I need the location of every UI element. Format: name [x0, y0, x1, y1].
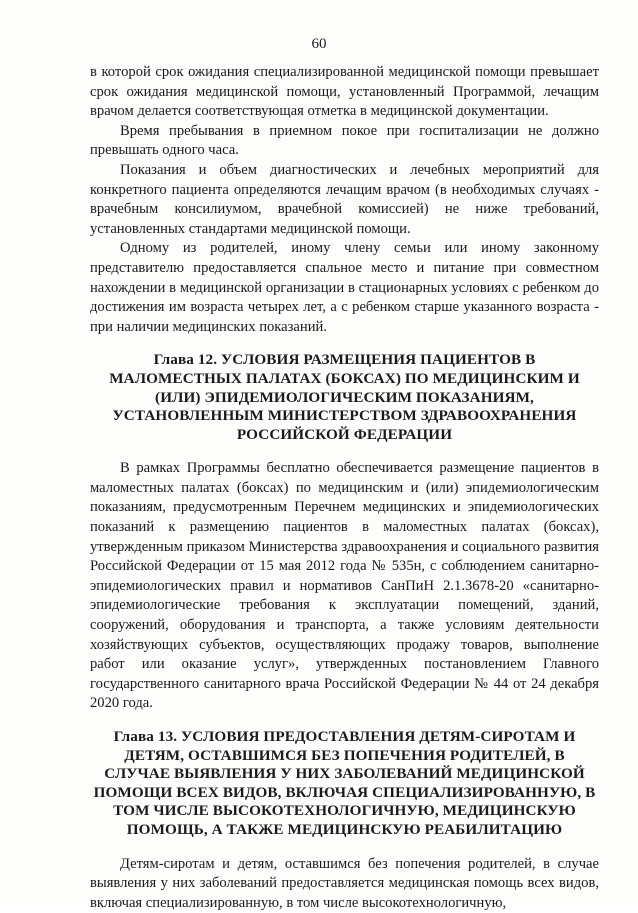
- chapter-12-paragraph: В рамках Программы бесплатно обеспечивается размещение пациентов в маломестных палатах (боксах) по медицинским и (или) эпидемиологическим показаниям, предусмотренным Перечнем медицинских и эпидемиологических показаний к размещению пациентов в маломестных палатах (боксах), утвержденным приказом Министерства здравоохранения и социального развития Российской Федерации от 15 мая 2012 года № 535н, с соблюдением санитарно-эпидемиологических правил и нормативов СанПиН 2.1.3678-20 «санитарно-эпидемиологические требования к эксплуатации помещений, зданий, сооружений, оборудования и транспорта, а также условиям деятельности хозяйствующих субъектов, осуществляющих продажу товаров, выполнение работ или оказание услуг», утвержденных постановлением Главного государственного санитарного врача Российской Федерации № 44 от 24 декабря 2020 года.: [90, 460, 599, 712]
- chapter-13-paragraph: Детям-сиротам и детям, оставшимся без попечения родителей, в случае выявления у них заболеваний предоставляется медицинская помощь всех видов, включая специализированную, в том числе высокотехнологичную,: [90, 855, 599, 911]
- chapter-13-title: Глава 13. УСЛОВИЯ ПРЕДОСТАВЛЕНИЯ ДЕТЯМ-СИРОТАМ И ДЕТЯМ, ОСТАВШИМСЯ БЕЗ ПОПЕЧЕНИЯ РОДИТЕЛЕЙ, В СЛУЧАЕ ВЫЯВЛЕНИЯ У НИХ ЗАБОЛЕВАНИЙ МЕДИЦИНСКОЙ ПОМОЩИ ВСЕХ ВИДОВ, ВКЛЮЧАЯ СПЕЦИАЛИЗИРОВАННУЮ, В ТОМ ЧИСЛЕ ВЫСОКОТЕХНОЛОГИЧНУЮ, МЕДИЦИНСКУЮ ПОМОЩЬ, А ТАКЖЕ МЕДИЦИНСКУЮ РЕАБИЛИТАЦИЮ: [93, 728, 596, 838]
- paragraph-diagnostic-measures: Показания и объем диагностических и лечебных мероприятий для конкретного пациента определяются лечащим врачом (в необходимых случаях - врачебным консилиумом, врачебной комиссией) не ниже требований, установленных стандартами медицинской помощи.: [90, 161, 599, 237]
- document-body: [90, 63, 599, 913]
- paragraph-admission-time: Время пребывания в приемном покое при госпитализации не должно превышать одного часа.: [90, 122, 599, 159]
- chapter-12-title: Глава 12. УСЛОВИЯ РАЗМЕЩЕНИЯ ПАЦИЕНТОВ В МАЛОМЕСТНЫХ ПАЛАТАХ (БОКСАХ) ПО МЕДИЦИНСКИМ И (ИЛИ) ЭПИДЕМИОЛОГИЧЕСКИМ ПОКАЗАНИЯМ, УСТАНОВЛЕННЫМ МИНИСТЕРСТВОМ ЗДРАВООХРАНЕНИЯ РОССИЙСКОЙ ФЕДЕРАЦИИ: [109, 351, 580, 443]
- page-number: 60: [311, 36, 327, 52]
- paragraph-parent-accommodation: Одному из родителей, иному члену семьи или иному законному представителю предоставляется спальное место и питание при совместном нахождении в медицинской организации в стационарных условиях с ребенком до достижения им возраста четырех лет, а с ребенком старше указанного возраста - при наличии медицинских показаний.: [90, 240, 599, 335]
- paragraph-continuation: в которой срок ожидания специализированной медицинской помощи превышает срок ожидания медицинской помощи, установленный Программой, лечащим врачом делается соответствующая отметка в медицинской документации.: [90, 64, 599, 120]
